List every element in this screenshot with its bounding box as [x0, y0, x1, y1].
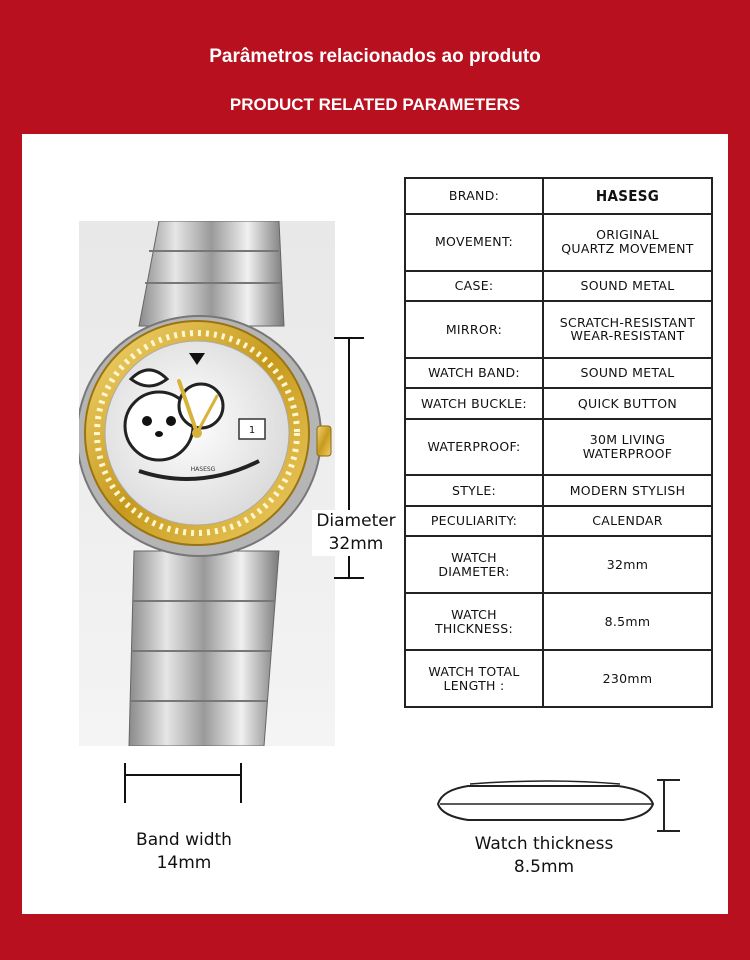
param-row [405, 475, 712, 505]
param-key: WATERPROOF: [405, 419, 543, 476]
band-width-caption [108, 829, 260, 875]
param-value: QUICK BUTTON [543, 388, 712, 418]
param-row [405, 419, 712, 476]
param-row [405, 358, 712, 388]
param-row [405, 650, 712, 707]
param-value: ORIGINAL QUARTZ MOVEMENT [543, 214, 712, 271]
title-english: PRODUCT RELATED PARAMETERS [229, 95, 521, 114]
band-width-left-tick [124, 763, 126, 803]
param-value: MODERN STYLISH [543, 475, 712, 505]
param-value: HASESG [543, 178, 712, 214]
thickness-label: Watch thickness [474, 834, 614, 854]
parameters-table [404, 177, 713, 708]
band-width-value: 14mm [156, 852, 212, 873]
title-portuguese: Parâmetros relacionados ao produto [209, 46, 541, 67]
param-key: STYLE: [405, 475, 543, 505]
diameter-value: 32mm [328, 533, 384, 554]
param-value: 32mm [543, 536, 712, 593]
param-key: WATCH DIAMETER: [405, 536, 543, 593]
thickness-caption [462, 833, 626, 879]
param-value: SOUND METAL [543, 358, 712, 388]
diameter-label: Diameter [316, 511, 396, 531]
param-value: 8.5mm [543, 593, 712, 650]
param-value: 230mm [543, 650, 712, 707]
dial-brand-text: HASESG [190, 466, 216, 473]
diameter-caption [312, 510, 400, 556]
watch-photo [79, 221, 335, 746]
watch-profile-icon [430, 776, 680, 836]
param-row [405, 271, 712, 301]
diameter-top-tick [334, 337, 364, 339]
param-value: 30M LIVING WATERPROOF [543, 419, 712, 476]
param-key: WATCH TOTAL LENGTH : [405, 650, 543, 707]
band-width-line [124, 774, 242, 776]
param-row [405, 536, 712, 593]
param-row [405, 506, 712, 536]
param-key: PECULIARITY: [405, 506, 543, 536]
param-row [405, 388, 712, 418]
param-key: WATCH THICKNESS: [405, 593, 543, 650]
param-row [405, 593, 712, 650]
band-width-right-tick [240, 763, 242, 803]
diameter-bottom-tick [334, 577, 364, 579]
param-key: MIRROR: [405, 301, 543, 358]
param-key: BRAND: [405, 178, 543, 214]
param-value: SOUND METAL [543, 271, 712, 301]
param-row [405, 214, 712, 271]
param-row [405, 301, 712, 358]
watch-illustration [79, 221, 335, 746]
param-value: CALENDAR [543, 506, 712, 536]
param-key: WATCH BUCKLE: [405, 388, 543, 418]
param-value: SCRATCH-RESISTANT WEAR-RESISTANT [543, 301, 712, 358]
thickness-value: 8.5mm [513, 856, 575, 877]
param-key: WATCH BAND: [405, 358, 543, 388]
param-key: MOVEMENT: [405, 214, 543, 271]
svg-text:1: 1 [248, 425, 256, 436]
param-key: CASE: [405, 271, 543, 301]
band-width-label: Band width [136, 830, 232, 850]
param-row [405, 178, 712, 214]
